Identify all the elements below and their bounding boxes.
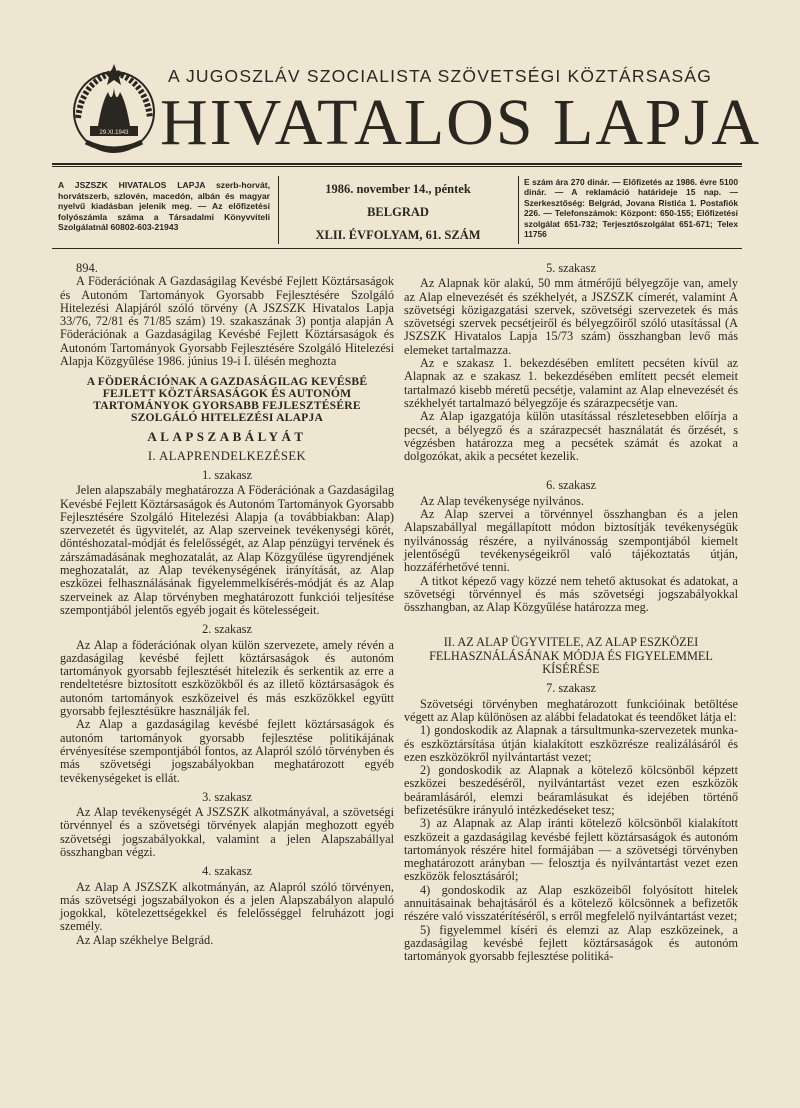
- section-title: 3. szakasz: [202, 789, 252, 804]
- chapter-heading: II. AZ ALAP ÜGYVITELE, AZ ALAP ESZKÖZEI FELHASZNÁLÁSÁNAK MÓDJA ÉS FIGYELEMMEL KÍSÉRÉSE: [429, 635, 713, 677]
- section-title: 2. szakasz: [202, 622, 252, 637]
- header-bottom-rule: [52, 248, 742, 249]
- section-title: 4. szakasz: [202, 864, 252, 879]
- column-divider: [278, 176, 279, 244]
- section-title: 1. szakasz: [202, 467, 252, 482]
- section-title: 5. szakasz: [546, 261, 596, 275]
- paragraph: Szövetségi törvényben meghatározott funkcióinak betöltése végett az Alap különösen az alábbi feladatokat és teendőket látja el:: [404, 696, 738, 724]
- paragraph: Az Alap A JSZSZK alkotmányán, az Alapról szóló törvényen, más szövetségi jogszabályokon és a jelen Alapszabályon alapuló jogokkal, kötelezettségekkel és felelősséggel felruházott jogi személy.: [60, 879, 394, 934]
- paragraph: Az Alap a föderációnak olyan külön szervezete, amely révén a gazdaságilag kevésbé fejlett köztársaságok és autonóm tartományok gyorsabb fejlesztését hitelezik és serkentik az erre a rendeltetésre biztosított eszközökből és az illető köztársaságok és autonóm tartományok eszközeivel és más eszközökkel együtt gyorsabb fejlesztésükre használják fel.: [60, 637, 394, 719]
- preamble: A Föderációnak A Gazdaságilag Kevésbé Fejlett Köztársaságok és Autonóm Tartományok Gyorsabb Fejlesztésére Szolgáló Hitelezési Alapjáról szóló törvény (A JSZSZK Hivatalos Lapja 33/76, 72/81 és 71/85 szám) 19. szakaszának 3) pontja alapján A Föderációnak a Gazdaságilag Kevésbé Fejlett Köztársaságok és Autonóm Tartományok Gyorsabb Fejlesztésére Szolgáló Hitelezési Alapja Közgyűlése 1986. június 19-i I. ülésén meghozta: [60, 274, 394, 369]
- masthead-rule-thin: [52, 166, 742, 167]
- paragraph: Jelen alapszabály meghatározza A Föderációnak a Gazdaságilag Kevésbé Fejlett Köztársaságok és Autonóm Tartományok Gyorsabb Fejlesztésére Szolgáló Hitelezési Alapja (a továbbiakban: Alap) szervezetét és ügyvitelét, az Alap szerveinek tevékenységi körét, döntéshozatal-módját és felelősségét, az Alap pénzügyi tervének és zárszámadásának meghozatalát, az Alap Közgyűlése ügyrendjének meghozatalát, az Alap tevékenységének irányítását, az Alap eszközei felhasználásának figyelemmelkísérés-módját és az Alap szerveinek az Alap törvényben meghatározott funkciói teljesítése szempontjából jelentős egyéb jogait és kötelességeit.: [60, 483, 394, 617]
- paragraph: A titkot képező vagy közzé nem tehető aktusokat és adatokat, a szövetségi törvénnyel és más szövetségi jogszabályokkal összhangban, az Alap Közgyűlése határozza meg.: [404, 573, 738, 615]
- paragraph: Az Alap székhelye Belgrád.: [76, 932, 214, 947]
- left-column: [60, 262, 394, 947]
- emblem-date-label: 29.XI.1943: [99, 130, 129, 136]
- document-number: 894.: [76, 261, 98, 275]
- paragraph: Az Alap tevékenysége nyilvános.: [420, 493, 584, 508]
- list-item: 2) gondoskodik az Alapnak a kötelező kölcsönből képzett eszközei beszedéséről, nyilvántartást vezet ezen eszközök beáramlásáról, elemzi beáramlásukat és idejében történő befizetésükre irányuló intézkedéseket tesz;: [404, 763, 738, 817]
- column-divider: [518, 176, 519, 244]
- list-item: 1) gondoskodik az Alapnak a társultmunka-szervezetek munka- és eszköztársítása útján kialakított eszközrésze realizálásáról és ezen eszközökről nyilvántartást vezet;: [404, 723, 738, 764]
- list-item: 3) az Alapnak az Alap iránti kötelező kölcsönből kialakított eszközeit a gazdaságilag kevésbé fejlett köztársaságok és autonóm tartományok részére hitel formájában — a szövetségi törvényben meghatározott arányban — felosztja és nyilvántartást vezet ezen eszközök felosztásáról;: [404, 816, 738, 884]
- publication-info: A JSZSZK HIVATALOS LAPJA szerb-horvát, horvátszerb, szlovén, macedón, albán és magyar nyelvű kiadásban jelenik meg. — Az előfizetési folyószámla száma a Társadalmi Könyvviteli Szolgálatnál 60802-603-21943: [58, 180, 270, 233]
- issue-volume: XLII. ÉVFOLYAM, 61. SZÁM: [315, 228, 481, 242]
- chapter-heading: I. ALAPRENDELKEZÉSEK: [147, 448, 307, 463]
- section-title: 7. szakasz: [546, 681, 596, 696]
- masthead-rule: [52, 163, 742, 165]
- paragraph: Az Alapnak kör alakú, 50 mm átmérőjű bélyegzője van, amely az Alap elnevezését és székhelyét, a JSZSZK címerét, valamint A szövetségi közigazgatási szervek, szövetségi szervezetek és más szövetségi szervek pecsétjeiről és bélyegzőiről szóló utasítással (A JSZSZK Hivatalos Lapja 15/73 szám) összhangban levő más elemeket tartalmazza.: [404, 276, 738, 357]
- country-title: A JUGOSZLÁV SZOCIALISTA SZÖVETSÉGI KÖZTÁRSASÁG: [167, 66, 713, 86]
- issue-info: [284, 178, 512, 247]
- price-subscription-info: E szám ára 270 dinár. — Előfizetés az 1986. évre 5100 dinár. — A reklamáció határideje 15 nap. — Szerkesztőség: Belgrád, Jovana Ristića 1. Postafiók 226. — Telefonszámok: Központ: 650-155; Előfizetési szolgálat 651-732; Terjesztőszolgálat 651-671; Telex 11756: [524, 177, 738, 240]
- right-column: [404, 262, 738, 964]
- paragraph: Az e szakasz 1. bekezdésében említett pecséten kívül az Alapnak az e szakasz 1. bekezdésében említett pecsét elemeit tartalmazó kisebb méretű pecsétje, valamint az Alap elnevezését és székhelyét tartalmazó bélyegzője és szárazpecsétje van.: [404, 356, 738, 410]
- list-item: 5) figyelemmel kíséri és elemzi az Alap eszközeinek, a gazdaságilag kevésbé fejlett köztársaságok és autonóm tartományok gyorsabb fejlesztése politiká-: [404, 922, 738, 964]
- statute-title: ALAPSZABÁLYÁT: [147, 429, 307, 445]
- section-title: 6. szakasz: [546, 478, 596, 493]
- paragraph: Az Alap szervei a törvénnyel összhangban és a jelen Alapszabállyal megállapított módon biztosítják tevékenységük nyilvánosság részére, a nyilvánosság szempontjából kiemelt jelentőségű tevékenységeikről való tájékoztatás útján, hozzáférhetővé tenni.: [404, 507, 738, 575]
- paragraph: Az Alap igazgatója külön utasítással részletesebben előírja a pecsét, a bélyegző és a szárazpecsét használatát és őrzését, s végzésben határozza meg a pecsétek számát és azokat a dolgozókat, akik a pecsétet kezelik.: [404, 409, 738, 464]
- publication-title: HIVATALOS LAPJA: [160, 86, 762, 159]
- issue-date: 1986. november 14., péntek: [325, 182, 471, 196]
- issue-place: BELGRAD: [367, 205, 429, 219]
- state-emblem: [68, 62, 160, 158]
- fund-name-heading: A FÖDERÁCIÓNAK A GAZDASÁGILAG KEVÉSBÉ FEJLETT KÖZTÁRSASÁGOK ÉS AUTONÓM TARTOMÁNYOK GYORSABB FEJLESZTÉSÉRE SZOLGÁLÓ HITELEZÉSI ALAPJA: [86, 375, 368, 425]
- paragraph: Az Alap a gazdaságilag kevésbé fejlett köztársaságok és autonóm tartományok gyorsabb fejlesztése politikájának érvényesítése szempontjából fontos, az Alapról szóló törvényben és más szövetségi jogszabályokban meghatározott egyéb tevékenységeket is ellát.: [60, 717, 394, 785]
- paragraph: Az Alap tevékenységét A JSZSZK alkotmányával, a szövetségi törvénnyel és a szövetségi törvények alapján meghozott egyéb szövetségi jogszabályokkal, valamint a jelen Alapszabállyal összhangban végzi.: [60, 805, 394, 859]
- list-item: 4) gondoskodik az Alap eszközeiből folyósított hitelek annuitásainak behajtásáról és a kötelező kölcsönnek a befizetők részére való visszatérítéséről, s erről megfelelő nyilvántartást vezet;: [404, 882, 738, 924]
